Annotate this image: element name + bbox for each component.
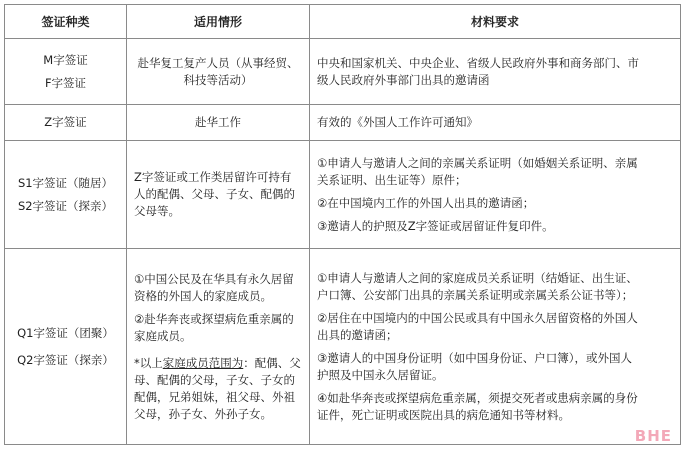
visa-type: Q2字签证（探亲） — [17, 352, 114, 367]
material-text: ②在中国境内工作的外国人出具的邀请函； — [317, 195, 535, 210]
visa-type-cell — [5, 39, 127, 105]
material-text: 户口簿、公安部门出具的亲属关系证明或亲属关系公证书等）； — [317, 287, 634, 302]
situation-text: 配偶，兄弟姐妹，祖父母、外祖 — [134, 389, 295, 404]
visa-type: Z字签证 — [44, 115, 87, 129]
situation-cell — [127, 141, 310, 249]
note-underlined: 家庭成员范围为 — [162, 355, 244, 370]
material-text: ③邀请人的护照及Z字签证或居留证件复印件。 — [317, 218, 554, 233]
situation-text: 人的配偶、父母、子女、配偶的 — [134, 187, 295, 201]
situation-text: 家庭成员。 — [134, 328, 192, 343]
situation-text: 科技等活动） — [183, 72, 253, 87]
material-text: ①申请人与邀请人之间的家庭成员关系证明（结婚证、出生证、 — [317, 270, 638, 285]
visa-type: F字签证 — [44, 75, 87, 90]
situation-text: ②赴华奔丧或探望病危重亲属的 — [134, 311, 294, 326]
material-text: ④如赴华奔丧或探望病危重亲属，须提交死者或患病亲属的身份 — [317, 390, 638, 405]
visa-type-cell — [5, 249, 127, 445]
situation-cell — [127, 39, 310, 105]
family-scope-note — [134, 355, 302, 372]
material-text: 中央和国家机关、中央企业、省级人民政府外事和商务部门、市 — [317, 55, 639, 70]
materials-cell — [310, 105, 681, 141]
situation-text: 父母等。 — [134, 204, 180, 218]
visa-type-cell — [5, 141, 127, 249]
header-materials: 材料要求 — [310, 5, 681, 39]
visa-type: Q1字签证（团聚） — [17, 325, 114, 340]
header-situation: 适用情形 — [127, 5, 310, 39]
table-row — [5, 249, 681, 445]
visa-requirements-table — [4, 4, 681, 445]
materials-cell — [310, 39, 681, 105]
situation-text: 父母，孙子女、外孙子女。 — [134, 406, 272, 421]
material-text: ①申请人与邀请人之间的亲属关系证明（如婚姻关系证明、亲属 — [317, 155, 638, 170]
table-row — [5, 105, 681, 141]
situation-text: 资格的外国人的家庭成员。 — [134, 288, 272, 303]
note-prefix: *以上 — [134, 355, 163, 370]
visa-type: S1字签证（随居） — [17, 175, 114, 190]
table-row — [5, 141, 681, 249]
visa-type: S2字签证（探亲） — [17, 198, 114, 213]
situation-cell — [127, 105, 310, 141]
situation-text: 赴华工作 — [195, 115, 241, 129]
table-row — [5, 39, 681, 105]
situation-text: 母、配偶的父母，子女、子女的 — [134, 372, 295, 387]
note-rest: ：配偶、父 — [243, 355, 301, 370]
header-visa-type: 签证种类 — [5, 5, 127, 39]
visa-type-cell — [5, 105, 127, 141]
situation-text: ①中国公民及在华具有永久居留 — [134, 271, 294, 286]
situation-text: Z字签证或工作类居留许可持有 — [134, 170, 292, 184]
material-text: 有效的《外国人工作许可通知》 — [317, 115, 478, 129]
header-row — [5, 5, 681, 39]
material-text: ②居住在中国境内的中国公民或具有中国永久居留资格的外国人 — [317, 310, 638, 325]
watermark-logo: BHE — [634, 427, 672, 445]
material-text: 护照及中国永久居留证。 — [317, 367, 444, 382]
situation-cell — [127, 249, 310, 445]
material-text: ③邀请人的中国身份证明（如中国身份证、户口簿），或外国人 — [317, 350, 633, 365]
materials-cell — [310, 141, 681, 249]
material-text: 出具的邀请函； — [317, 327, 398, 342]
material-text: 级人民政府外事部门出具的邀请函 — [317, 72, 490, 87]
material-text: 关系证明、出生证等）原件； — [317, 172, 467, 187]
visa-type: M字签证 — [43, 52, 88, 67]
situation-text: 赴华复工复产人员（从事经贸、 — [137, 55, 299, 70]
materials-cell — [310, 249, 681, 445]
material-text: 证件，死亡证明或医院出具的病危通知书等材料。 — [317, 407, 570, 422]
